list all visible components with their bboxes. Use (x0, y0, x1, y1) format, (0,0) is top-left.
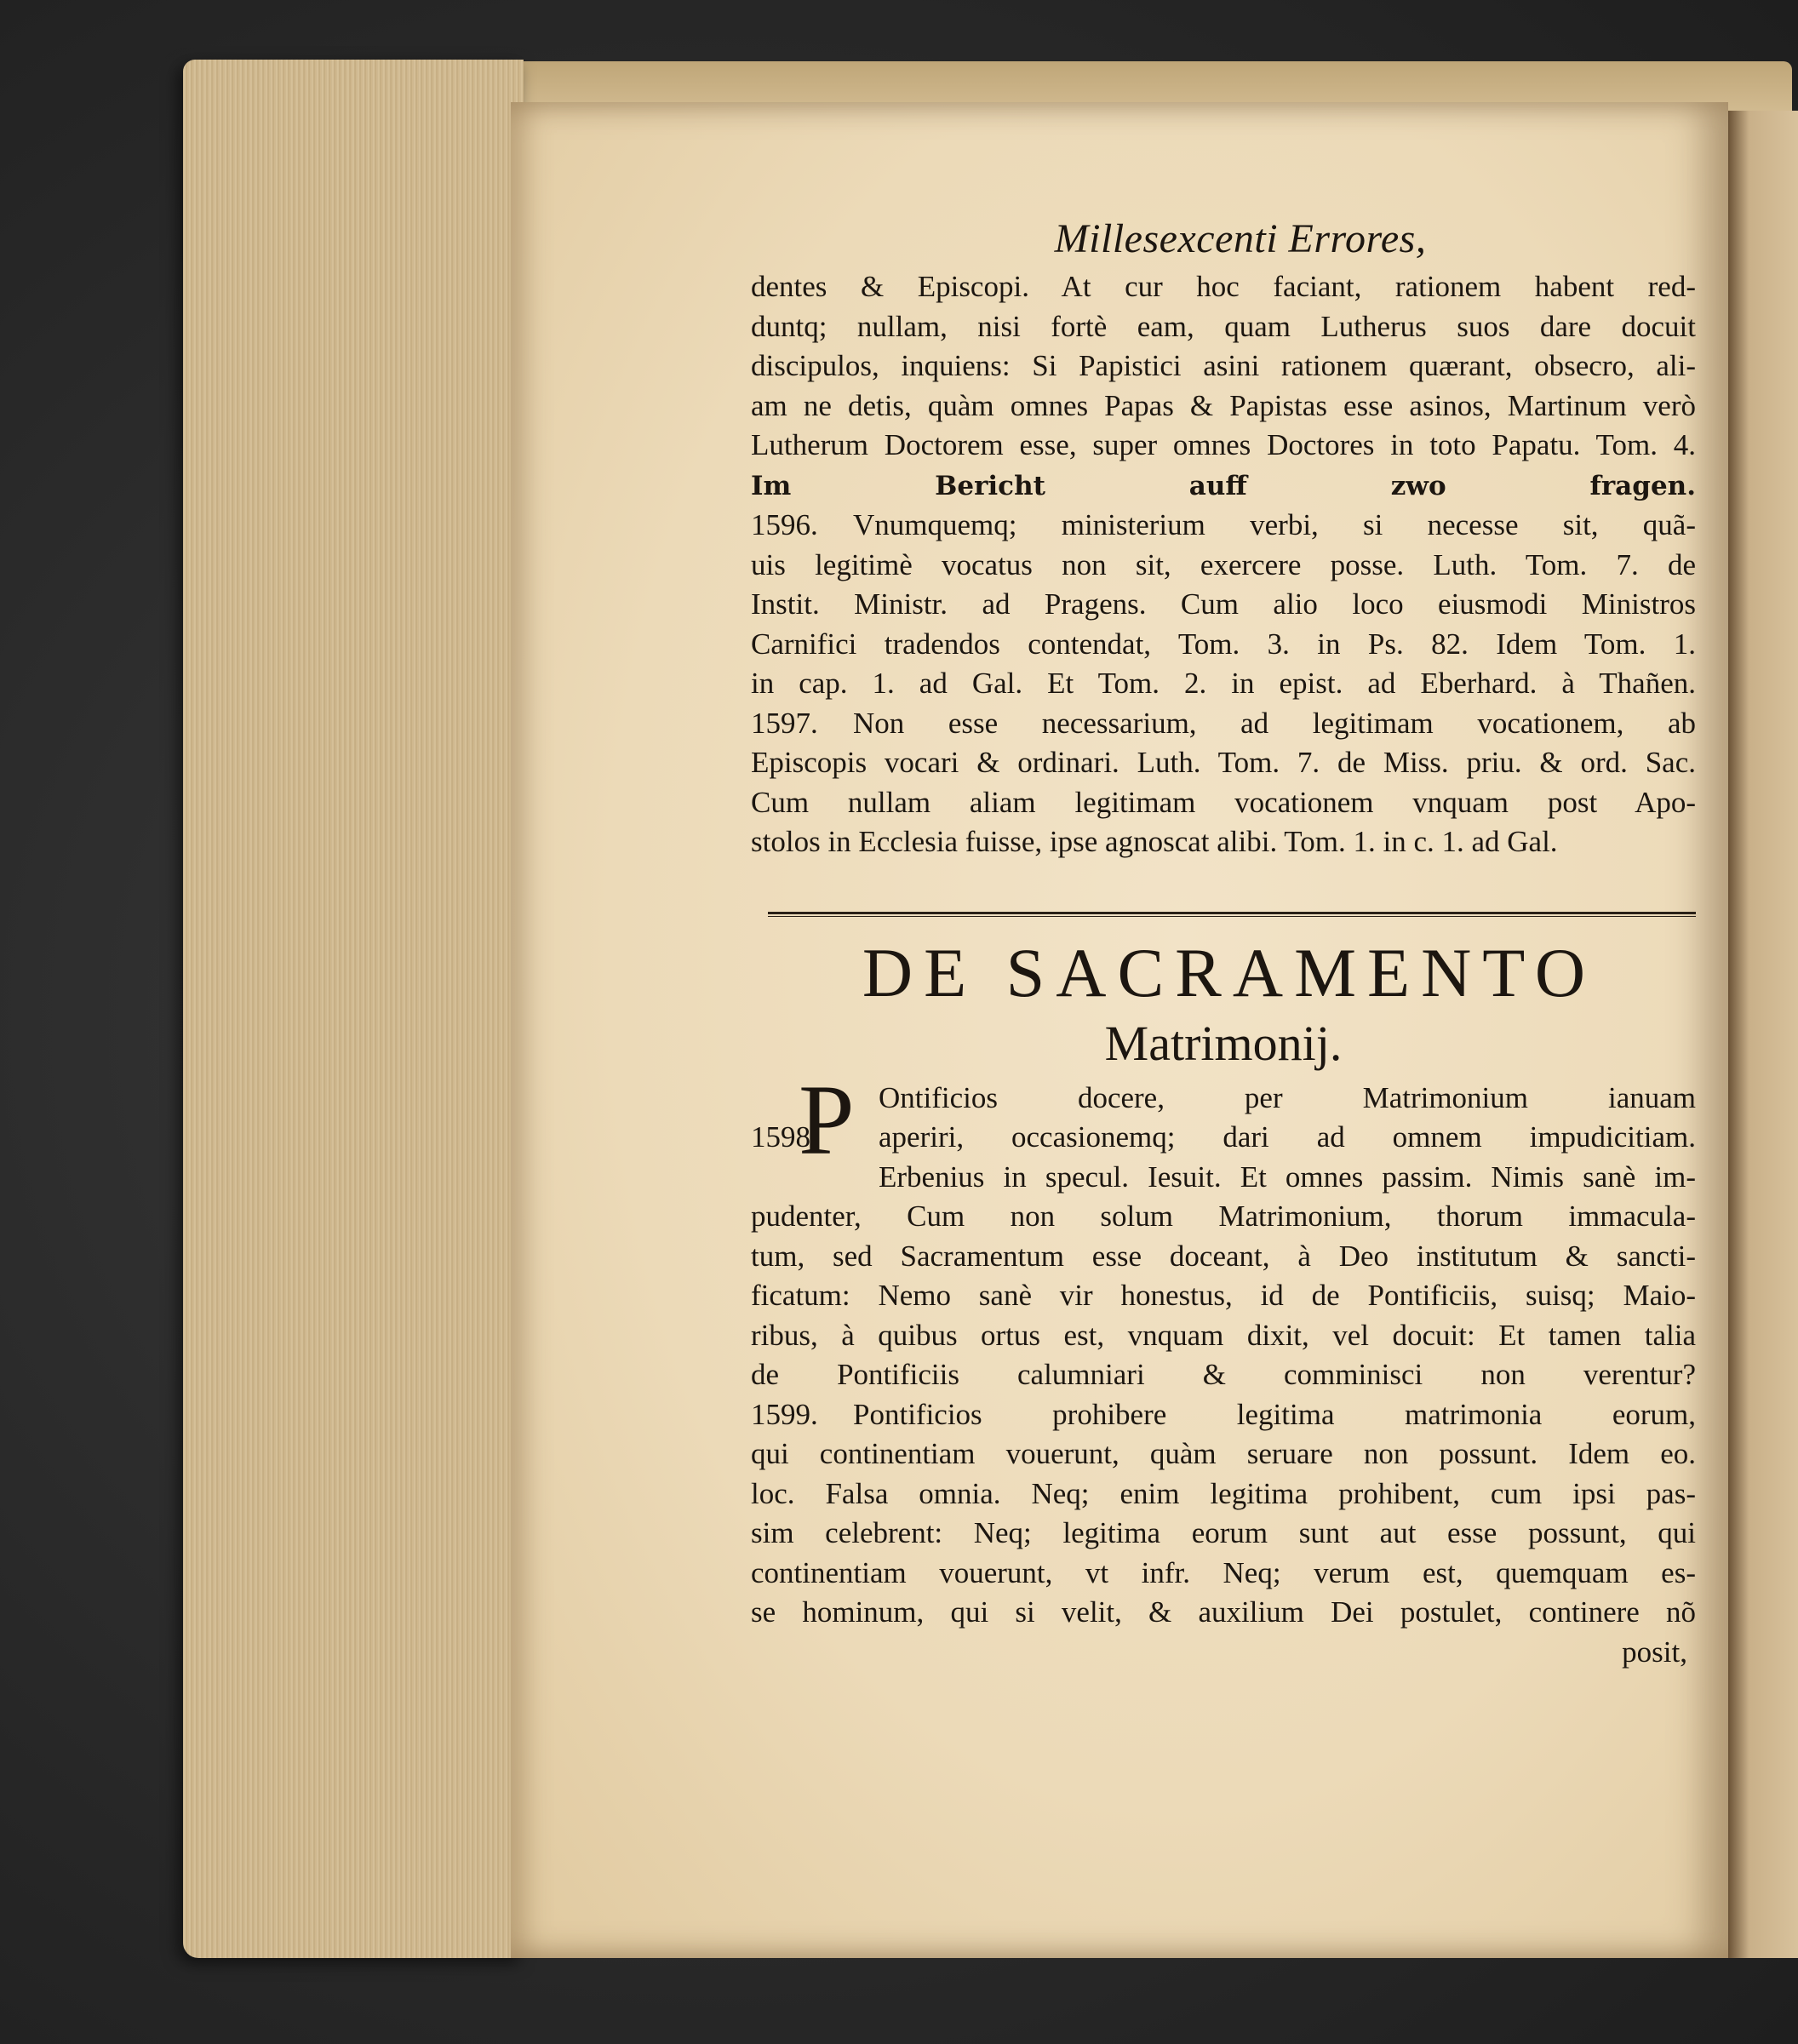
text-line (751, 1316, 1696, 1356)
line-text: se hominum, qui si velit, & auxilium Dei postulet, continere nõ (751, 1595, 1696, 1629)
text-line (751, 546, 1696, 586)
page-text (751, 213, 1696, 1672)
text-line (751, 585, 1696, 625)
section-title: DE SACRAMENTO (862, 933, 1597, 1011)
text-line (751, 466, 1696, 507)
text-line (751, 1474, 1696, 1514)
entry-number: 1596. (751, 508, 818, 541)
text-line (751, 822, 1696, 862)
line-text: Erbenius in specul. Iesuit. Et omnes passim. Nimis sanè im- (879, 1159, 1696, 1194)
catchword: posit, (1622, 1635, 1687, 1669)
running-head: Millesexcenti Errores, (1054, 216, 1427, 261)
line-text: ribus, à quibus ortus est, vnquam dixit, vel docuit: Et tamen talia (751, 1318, 1696, 1352)
text-line (751, 1355, 1696, 1395)
text-line (751, 743, 1696, 783)
line-text: ficatum: Nemo sanè vir honestus, id de Pontificiis, suisq; Maio- (751, 1279, 1696, 1312)
section-subtitle: Matrimonij. (1104, 1015, 1343, 1071)
first-section (751, 267, 1696, 862)
text-line (751, 426, 1696, 466)
text-line (751, 1434, 1696, 1474)
line-text: dentes & Episcopi. At cur hoc faciant, rationem habent red- (751, 270, 1696, 303)
text-line (751, 1197, 1696, 1237)
entry-number: 1599. (751, 1397, 818, 1431)
line-text: continentiam vouerunt, vt infr. Neq; verum est, quemquam es- (751, 1555, 1696, 1589)
line-text: qui continentiam vouerunt, quàm seruare non possunt. Idem eo. (751, 1437, 1696, 1470)
line-text: Im Bericht auff zwo fragen. (751, 470, 1696, 501)
line-text: am ne detis, quàm omnes Papas & Papistas esse asinos, Martinum verò (751, 388, 1696, 422)
line-text: discipulos, inquiens: Si Papistici asini rationem quærant, obsecro, ali- (751, 349, 1696, 382)
text-line (751, 1237, 1696, 1277)
text-line (751, 506, 1696, 546)
line-text: loc. Falsa omnia. Neq; enim legitima prohibent, cum ipsi pas- (751, 1476, 1696, 1510)
facing-page-edge (1728, 111, 1798, 1958)
page-block-edge (183, 60, 524, 1958)
text-line (751, 1158, 1696, 1198)
line-text: Episcopis vocari & ordinari. Luth. Tom. 7. de Miss. priu. & ord. Sac. (751, 746, 1696, 779)
text-line (751, 267, 1696, 307)
text-line (751, 1118, 1696, 1158)
second-section-block (751, 1063, 1696, 1633)
line-text: Instit. Ministr. ad Pragens. Cum alio loco eiusmodi Ministros (751, 587, 1696, 621)
line-text: sim celebrent: Neq; legitima eorum sunt aut esse possunt, qui (751, 1516, 1696, 1549)
line-text: in cap. 1. ad Gal. Et Tom. 2. in epist. ad Eberhard. à Thañen. (751, 667, 1696, 700)
line-text: Pontificios prohibere legitima matrimonia eorum, (853, 1397, 1696, 1431)
section-rule (768, 912, 1696, 914)
entry-number: 1598. (751, 1120, 818, 1154)
text-line (751, 1079, 1696, 1119)
text-line (751, 346, 1696, 386)
text-line (751, 1276, 1696, 1316)
line-text: aperiri, occasionemq; dari ad omnem impudicitiam. (879, 1120, 1696, 1154)
text-line (751, 307, 1696, 347)
text-line (751, 1514, 1696, 1554)
line-text: Vnumquemq; ministerium verbi, si necesse sit, quã- (853, 508, 1696, 541)
text-line (751, 1554, 1696, 1594)
text-line (751, 664, 1696, 704)
text-line (751, 1593, 1696, 1633)
line-text: uis legitimè vocatus non sit, exercere posse. Luth. Tom. 7. de (751, 547, 1696, 581)
line-text: Non esse necessarium, ad legitimam vocationem, ab (853, 706, 1696, 740)
text-line (751, 1395, 1696, 1435)
entry-number: 1597. (751, 706, 818, 740)
drop-cap: P (799, 1063, 855, 1176)
line-text: duntq; nullam, nisi fortè eam, quam Lutherus suos dare docuit (751, 309, 1696, 343)
line-text: stolos in Ecclesia fuisse, ipse agnoscat alibi. Tom. 1. in c. 1. ad Gal. (751, 825, 1558, 858)
line-text: Lutherum Doctorem esse, super omnes Doctores in toto Papatu. Tom. 4. (751, 428, 1696, 461)
text-line (751, 625, 1696, 665)
line-text: pudenter, Cum non solum Matrimonium, thorum immacula- (751, 1199, 1696, 1233)
line-text: tum, sed Sacramentum esse doceant, à Deo institutum & sancti- (751, 1239, 1696, 1273)
section-rule-thin (768, 916, 1696, 917)
text-line (751, 386, 1696, 427)
line-text: Cum nullam aliam legitimam vocationem vnquam post Apo- (751, 785, 1696, 819)
text-line (751, 783, 1696, 823)
second-section (751, 1079, 1696, 1633)
line-text: de Pontificiis calumniari & comminisci non verentur? (751, 1358, 1696, 1391)
text-line (751, 704, 1696, 744)
line-text: Ontificios docere, per Matrimonium ianuam (879, 1080, 1696, 1114)
line-text: Carnifici tradendos contendat, Tom. 3. in Ps. 82. Idem Tom. 1. (751, 627, 1696, 661)
